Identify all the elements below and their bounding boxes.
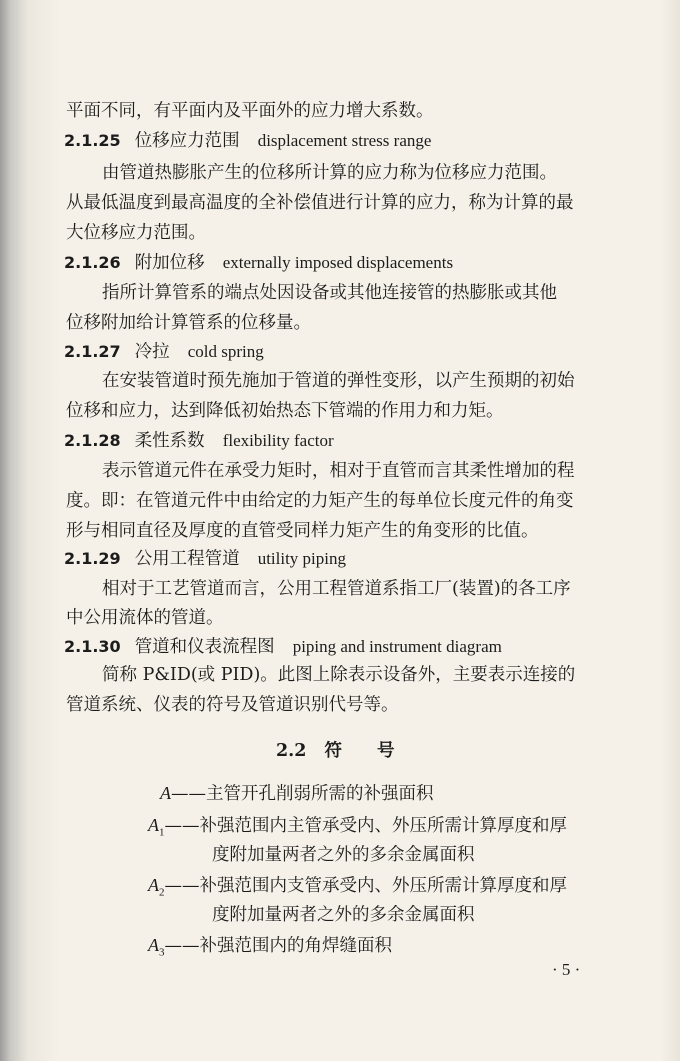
symbol-letter: $A_3$: [148, 935, 165, 959]
body-text-line: 度。即：在管道元件中由给定的力矩产生的每单位长度元件的角变: [66, 491, 574, 511]
body-text-line: 从最低温度到最高温度的全补偿值进行计算的应力，称为计算的最: [66, 193, 574, 213]
symbol-dash: ——: [164, 936, 200, 956]
symbol-definition-continued: 度附加量两者之外的多余金属面积: [212, 905, 475, 925]
term-heading-2-1-30: [64, 636, 502, 658]
symbol-definition: 补强范围内支管承受内、外压所需计算厚度和厚: [199, 876, 567, 896]
symbol-letter: $A_1$: [148, 815, 165, 839]
symbol-dash: ——: [164, 816, 200, 836]
symbol-entry: [148, 874, 567, 904]
term-heading-2-1-25: [64, 130, 431, 152]
term-number: 2.1.30: [64, 637, 121, 656]
term-number: 2.1.28: [64, 431, 121, 450]
term-heading-2-1-28: [64, 430, 334, 452]
body-text-line: 形与相同直径及厚度的直管受同样力矩产生的角变形的比值。: [66, 521, 539, 541]
symbol-definition-continued: 度附加量两者之外的多余金属面积: [212, 845, 475, 865]
term-number: 2.1.26: [64, 253, 121, 272]
term-english: externally imposed displacements: [222, 253, 454, 272]
body-text-line: 在安装管道时预先施加于管道的弹性变形，以产生预期的初始: [102, 371, 575, 391]
symbol-entry: [148, 934, 392, 964]
body-text-line: 大位移应力范围。: [66, 223, 206, 243]
term-english: displacement stress range: [257, 131, 432, 150]
section-title: 符 号: [324, 741, 395, 761]
body-text-line: 中公用流体的管道。: [66, 608, 224, 628]
body-text-line: 位移附加给计算管系的位移量。: [66, 313, 311, 333]
section-number: 2.2: [276, 741, 307, 761]
term-chinese: 冷拉: [134, 342, 170, 362]
term-chinese: 公用工程管道: [134, 549, 240, 569]
symbol-dash: ——: [164, 876, 200, 896]
term-chinese: 位移应力范围: [134, 131, 240, 151]
page-number: · 5 ·: [552, 960, 581, 979]
term-number: 2.1.27: [64, 342, 121, 361]
term-heading-2-1-26: [64, 252, 453, 274]
term-heading-2-1-27: [64, 341, 264, 363]
term-number: 2.1.25: [64, 131, 121, 150]
body-text-line: 管道系统、仪表的符号及管道识别代号等。: [66, 695, 399, 715]
symbol-letter: A: [160, 783, 171, 803]
body-text-line: 表示管道元件在承受力矩时，相对于直管而言其柔性增加的程: [102, 461, 575, 481]
body-text-line: 平面不同，有平面内及平面外的应力增大系数。: [66, 101, 434, 121]
section-heading: [276, 740, 394, 762]
body-text-line: 相对于工艺管道而言，公用工程管道系指工厂(装置)的各工序: [102, 579, 571, 599]
term-english: cold spring: [187, 342, 264, 361]
symbol-definition: 补强范围内主管承受内、外压所需计算厚度和厚: [199, 816, 567, 836]
body-text-line: 指所计算管系的端点处因设备或其他连接管的热膨胀或其他: [102, 283, 557, 303]
term-chinese: 管道和仪表流程图: [134, 637, 275, 657]
symbol-entry: [160, 782, 434, 812]
symbol-entry: [148, 814, 567, 844]
symbol-letter: $A_2$: [148, 875, 165, 899]
body-text-line: 简称 P&ID(或 PID)。此图上除表示设备外，主要表示连接的: [102, 665, 576, 685]
term-english: utility piping: [257, 549, 346, 568]
term-english: piping and instrument diagram: [292, 637, 502, 656]
symbol-definition: 主管开孔削弱所需的补强面积: [206, 784, 434, 804]
term-english: flexibility factor: [222, 431, 334, 450]
symbol-dash: ——: [171, 784, 206, 804]
term-chinese: 附加位移: [134, 253, 205, 273]
term-chinese: 柔性系数: [134, 431, 205, 451]
term-number: 2.1.29: [64, 549, 121, 568]
symbol-definition: 补强范围内的角焊缝面积: [199, 936, 392, 956]
term-heading-2-1-29: [64, 548, 346, 570]
body-text-line: 位移和应力，达到降低初始热态下管端的作用力和力矩。: [66, 401, 504, 421]
body-text-line: 由管道热膨胀产生的位移所计算的应力称为位移应力范围。: [102, 163, 557, 183]
